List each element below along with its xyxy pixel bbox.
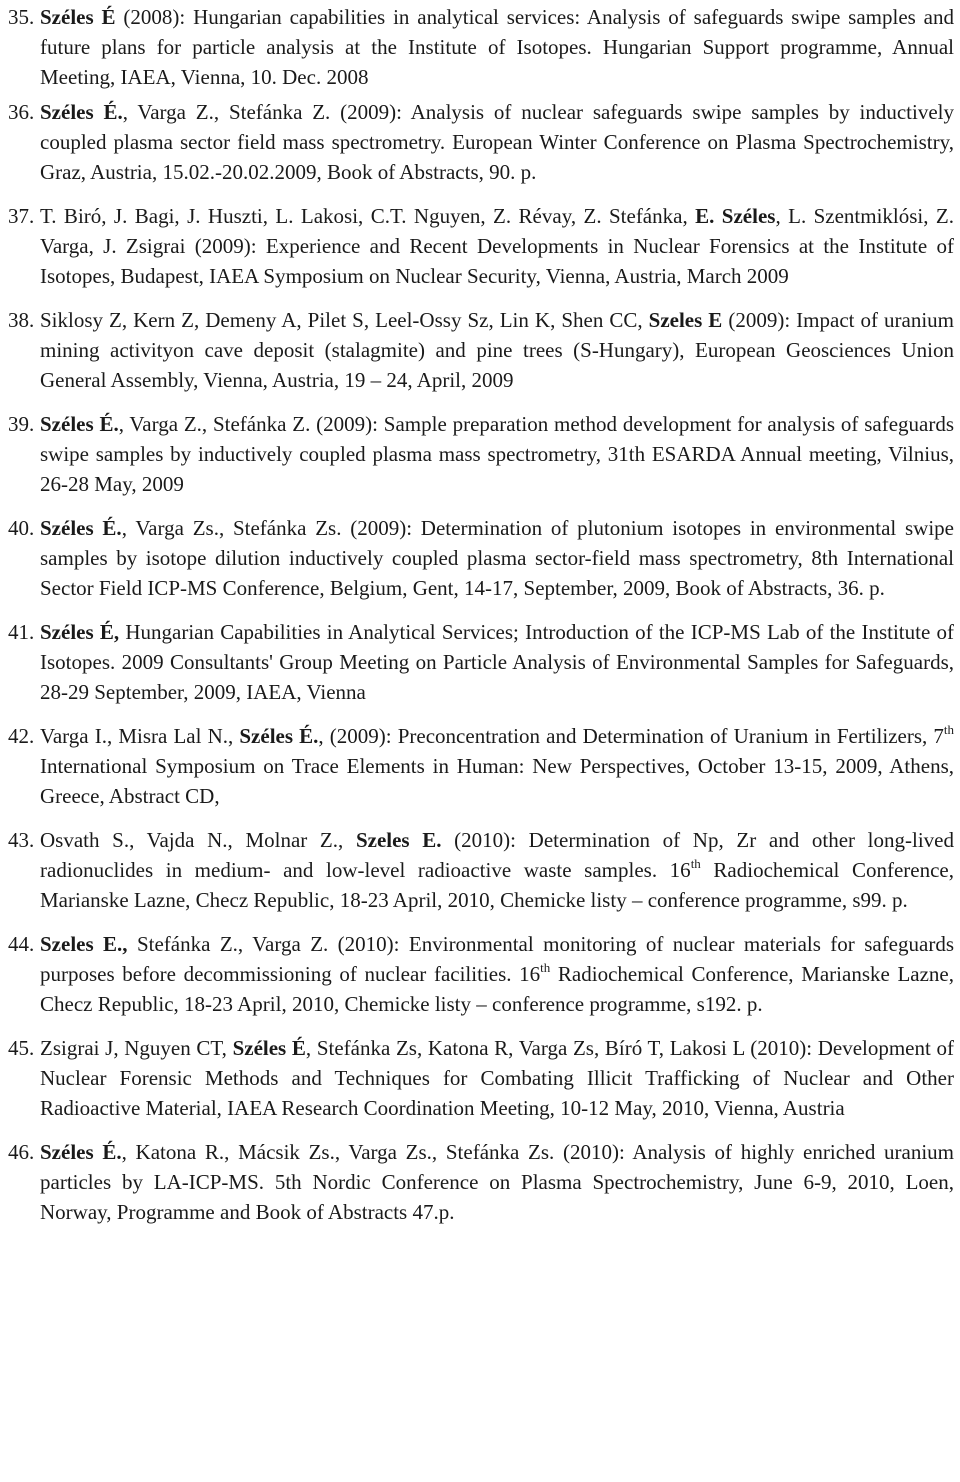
reference-text-segment: Hungarian Capabilities in Analytical Services; Introduction of the ICP-MS Lab of the Institute of Isotopes. 2009 Consultants' Group Meeting on Particle Analysis of Environmental Samples for Safeguards, 28-29 September, 2009, IAEA, Vienna [40,620,954,704]
reference-text-segment: Zsigrai J, Nguyen CT, [40,1036,233,1060]
author-highlight: Széles É. [40,100,123,124]
author-highlight: Széles É. [239,724,319,748]
reference-text [40,617,954,707]
reference-text-segment: (2008): Hungarian capabilities in analytical services: Analysis of safeguards swipe samples and future plans for particle analysis at the Institute of Isotopes. Hungarian Support programme, Annual Meeting, IAEA, Vienna, 10. Dec. 2008 [40,5,955,89]
reference-text-segment: , Stefánka Zs, Katona R, Varga Zs, Bíró T, Lakosi L (2010): Development of Nuclear Forensic Methods and Techniques for Combating Illicit Trafficking of Nuclear and Other Radioactive Material, IAEA Research Coordination Meeting, 10-12 May, 2010, Vienna, Austria [40,1036,954,1120]
reference-item [8,97,954,187]
reference-item [8,305,954,395]
author-highlight: Szeles E [648,308,723,332]
reference-text-segment: International Symposium on Trace Elements in Human: New Perspectives, October 13-15, 2009, Athens, Greece, Abstract CD, [40,754,954,808]
reference-text [40,97,954,187]
reference-text-segment: Siklosy Z, Kern Z, Demeny A, Pilet S, Leel-Ossy Sz, Lin K, Shen CC, [40,308,649,332]
reference-text-segment: Radiochemical Conference, Marianske Lazne, Checz Republic, 18-23 April, 2010, Chemicke listy – conference programme, s99. p. [40,858,954,912]
reference-text-segment: Radiochemical Conference, Marianske Lazne, Checz Republic, 18-23 April, 2010, Chemicke listy – conference programme, s192. p. [40,962,955,1016]
reference-number: 45. [8,1036,35,1060]
reference-number: 36. [8,100,35,124]
author-highlight: E. Széles [695,204,776,228]
reference-item [8,2,954,92]
reference-item [8,825,954,915]
reference-text [40,513,954,603]
reference-number: 41. [8,620,35,644]
reference-number: 39. [8,412,35,436]
author-highlight: Széles É [40,5,116,29]
reference-text-segment: , L. Szentmiklósi, Z. Varga, J. Zsigrai (2009): Experience and Recent Developments in Nuclear Forensics at the Institute of Isotopes, Budapest, IAEA Symposium on Nuclear Security, Vienna, Austria, March 2009 [40,204,955,288]
reference-number: 44. [8,932,35,956]
reference-item [8,513,954,603]
reference-item [8,929,954,1019]
reference-number: 38. [8,308,35,332]
reference-text-segment: (2009): Impact of uranium mining activityon cave deposit (stalagmite) and pine trees (S-Hungary), European Geosciences Union General Assembly, Vienna, Austria, 19 – 24, April, 2009 [40,308,955,392]
author-highlight: Széles É. [40,412,119,436]
reference-number: 43. [8,828,35,852]
author-highlight: Szeles E. [355,828,442,852]
reference-text-segment: , (2009): Preconcentration and Determination of Uranium in Fertilizers, 7 [318,724,944,748]
reference-text [40,2,954,92]
reference-number: 37. [8,204,35,228]
reference-item [8,617,954,707]
reference-number: 40. [8,516,35,540]
author-highlight: Széles É. [40,1140,122,1164]
reference-text-segment: Varga I., Misra Lal N., [40,724,240,748]
ordinal-superscript: th [943,722,955,737]
ordinal-superscript: th [540,960,551,975]
reference-number: 35. [8,5,35,29]
author-highlight: Széles É, [40,620,120,644]
reference-text [40,305,954,395]
reference-text [40,929,954,1019]
reference-text-segment: , Varga Z., Stefánka Z. (2009): Analysis of nuclear safeguards swipe samples by inductively coupled plasma sector field mass spectrometry. European Winter Conference on Plasma Spectrochemistry, Graz, Austria, 15.02.-20.02.2009, Book of Abstracts, 90. p. [40,100,954,184]
reference-item [8,1033,954,1123]
reference-number: 46. [8,1140,35,1164]
author-highlight: Széles É [232,1036,306,1060]
reference-text [40,1137,954,1227]
reference-item [8,721,954,811]
reference-number: 42. [8,724,35,748]
reference-item [8,409,954,499]
reference-text [40,1033,954,1123]
reference-text-segment: , Varga Zs., Stefánka Zs. (2009): Determination of plutonium isotopes in environmental swipe samples by isotope dilution inductively coupled plasma sector-field mass spectrometry, 8th International Sector Field ICP-MS Conference, Belgium, Gent, 14-17, September, 2009, Book of Abstracts, 36. p. [40,516,955,600]
ordinal-superscript: th [690,856,701,871]
reference-text [40,825,954,915]
author-highlight: Széles É. [40,516,122,540]
author-highlight: Szeles E., [40,932,128,956]
reference-text [40,201,954,291]
reference-item [8,1137,954,1227]
reference-text-segment: T. Biró, J. Bagi, J. Huszti, L. Lakosi, C.T. Nguyen, Z. Révay, Z. Stefánka, [40,204,696,228]
reference-text-segment: , Katona R., Mácsik Zs., Varga Zs., Stefánka Zs. (2010): Analysis of highly enriched uranium particles by LA-ICP-MS. 5th Nordic Conference on Plasma Spectrochemistry, June 6-9, 2010, Loen, Norway, Programme and Book of Abstracts 47.p. [40,1140,955,1224]
reference-text [40,409,954,499]
reference-text [40,721,954,811]
reference-text-segment: (2010): Determination of Np, Zr and other long-lived radionuclides in medium- and low-level radioactive waste samples. 16 [40,828,954,882]
reference-text-segment: Stefánka Z., Varga Z. (2010): Environmental monitoring of nuclear materials for safeguards purposes before decommissioning of nuclear facilities. 16 [40,932,954,986]
reference-text-segment: , Varga Z., Stefánka Z. (2009): Sample preparation method development for analysis of safeguards swipe samples by inductively coupled plasma mass spectrometry, 31th ESARDA Annual meeting, Vilnius, 26-28 May, 2009 [40,412,955,496]
reference-list [8,2,954,1227]
reference-item [8,201,954,291]
reference-text-segment: Osvath S., Vajda N., Molnar Z., [40,828,356,852]
